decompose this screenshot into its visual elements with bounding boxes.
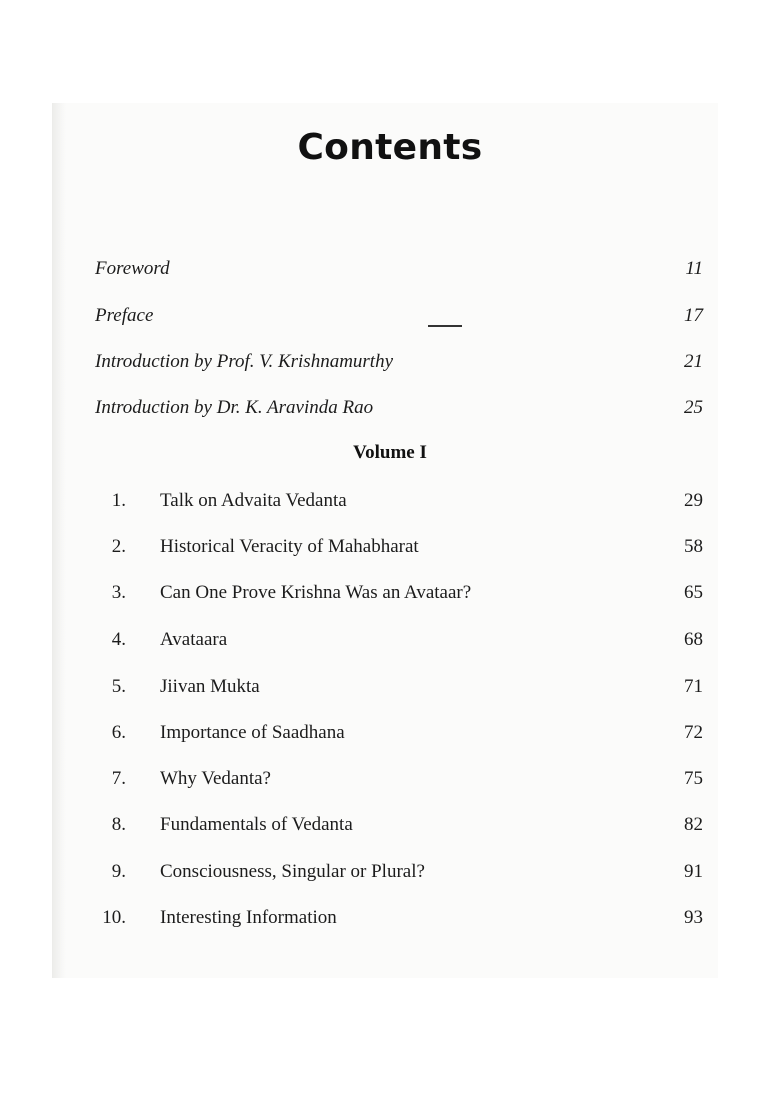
front-matter-label: Preface <box>95 305 154 326</box>
chapter-title: Talk on Advaita Vedanta <box>160 490 347 511</box>
chapter-number: 8. <box>111 814 126 835</box>
chapter-page: 91 <box>684 861 703 882</box>
volume-heading: Volume I <box>353 442 427 463</box>
chapter-title: Avataara <box>160 629 228 650</box>
front-matter-page: 21 <box>684 351 703 372</box>
chapter-number: 9. <box>111 861 126 882</box>
chapter-page: 29 <box>684 490 703 511</box>
chapter-title: Why Vedanta? <box>160 768 271 789</box>
front-matter-label: Foreword <box>95 258 170 279</box>
chapter-number: 3. <box>111 582 126 603</box>
chapter-number: 5. <box>111 676 126 697</box>
chapter-title: Consciousness, Singular or Plural? <box>160 861 425 882</box>
chapter-number: 10. <box>102 907 126 928</box>
chapter-number: 7. <box>111 768 126 789</box>
front-matter-label: Introduction by Prof. V. Krishnamurthy <box>95 351 394 372</box>
chapter-title: Jiivan Mukta <box>160 676 260 697</box>
chapter-number: 4. <box>111 629 126 650</box>
chapter-page: 71 <box>684 676 703 697</box>
front-matter-page: 17 <box>684 305 703 326</box>
chapter-number: 1. <box>111 490 126 511</box>
chapter-title: Can One Prove Krishna Was an Avataar? <box>160 582 472 603</box>
front-matter-page: 25 <box>684 397 703 418</box>
chapter-page: 58 <box>684 536 703 557</box>
chapter-page: 82 <box>684 814 703 835</box>
chapter-page: 93 <box>684 907 703 928</box>
chapter-page: 72 <box>684 722 703 743</box>
chapter-page: 65 <box>684 582 703 603</box>
front-matter-label: Introduction by Dr. K. Aravinda Rao <box>95 397 374 418</box>
stray-dash-mark <box>428 325 462 327</box>
chapter-title: Interesting Information <box>160 907 337 928</box>
chapter-title: Importance of Saadhana <box>160 722 345 743</box>
chapter-title: Historical Veracity of Mahabharat <box>160 536 419 557</box>
chapter-title: Fundamentals of Vedanta <box>160 814 353 835</box>
front-matter-page: 11 <box>685 258 703 279</box>
chapter-number: 6. <box>111 722 126 743</box>
chapter-number: 2. <box>111 536 126 557</box>
chapter-page: 75 <box>684 768 703 789</box>
chapter-page: 68 <box>684 629 703 650</box>
page-title: Contents <box>297 127 483 168</box>
paper-edge-shadow <box>52 103 66 978</box>
